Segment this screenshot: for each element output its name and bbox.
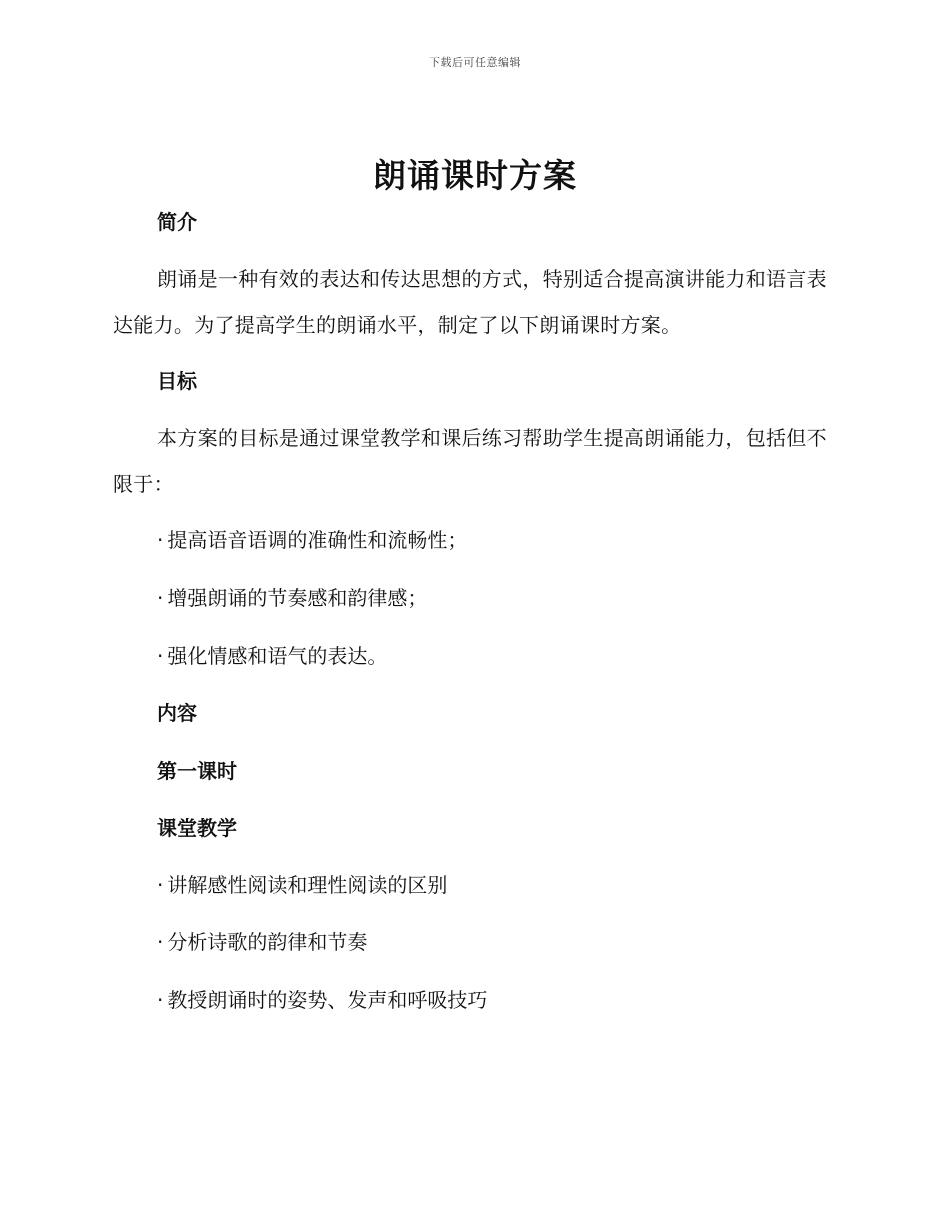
list-item <box>113 986 877 1014</box>
list-item-text: 讲解感性阅读和理性阅读的区别 <box>167 873 448 897</box>
header-note: 下载后可任意编辑 <box>429 56 521 69</box>
list-item <box>113 526 877 554</box>
goal-paragraph: 本方案的目标是通过课堂教学和课后练习帮助学生提高朗诵能力，包括但不限于： <box>113 426 827 496</box>
list-item <box>113 871 877 899</box>
page-title: 朗诵课时方案 <box>373 156 577 195</box>
bullet-icon: · <box>157 873 164 897</box>
bullet-icon: · <box>157 586 164 610</box>
list-item <box>113 642 877 670</box>
list-item-text: 强化情感和语气的表达。 <box>167 644 388 668</box>
section-heading-lesson1: 第一课时 <box>157 759 237 783</box>
bullet-icon: · <box>157 930 164 954</box>
list-item-text: 教授朗诵时的姿势、发声和呼吸技巧 <box>167 988 488 1012</box>
intro-paragraph: 朗诵是一种有效的表达和传达思想的方式，特别适合提高演讲能力和语言表达能力。为了提高学生的朗诵水平，制定了以下朗诵课时方案。 <box>113 267 827 337</box>
list-item-text: 分析诗歌的韵律和节奏 <box>167 930 368 954</box>
section-heading-goal: 目标 <box>157 369 197 393</box>
section-heading-classroom: 课堂教学 <box>157 816 237 840</box>
bullet-icon: · <box>157 644 164 668</box>
section-heading-intro: 简介 <box>157 210 197 234</box>
bullet-icon: · <box>157 988 164 1012</box>
bullet-icon: · <box>157 528 164 552</box>
list-item-text: 增强朗诵的节奏感和韵律感； <box>167 586 428 610</box>
list-item-text: 提高语音语调的准确性和流畅性； <box>167 528 468 552</box>
list-item <box>113 584 877 612</box>
section-heading-content: 内容 <box>157 701 197 725</box>
list-item <box>113 928 877 956</box>
